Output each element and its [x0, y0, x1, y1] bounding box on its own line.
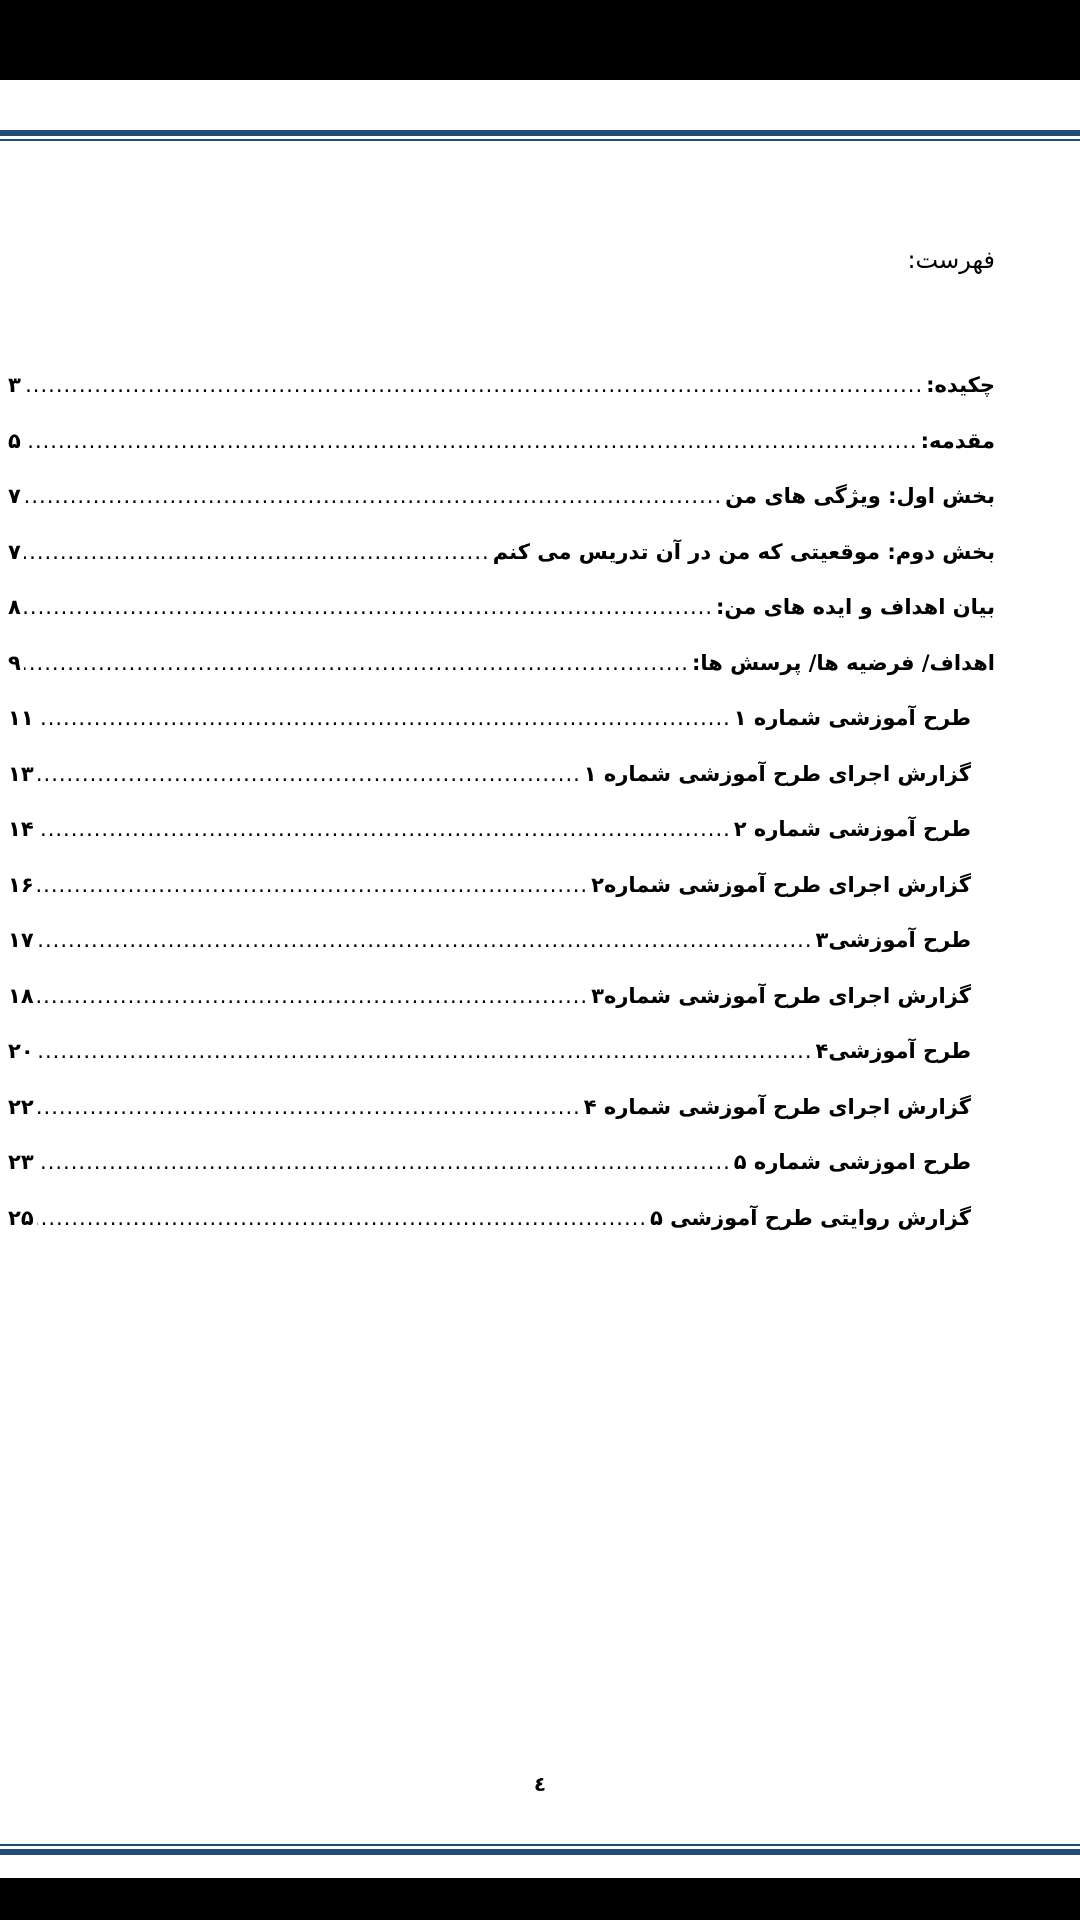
toc-entry-title: طرح آموزشی شماره ۱ — [733, 706, 971, 730]
toc-entry[interactable] — [8, 532, 995, 588]
toc-entry-title: طرح آموزشی شماره ۲ — [733, 817, 971, 841]
page-number: ٤ — [533, 1772, 547, 1796]
toc-subentry[interactable] — [8, 698, 995, 754]
toc-dot-leader — [37, 865, 588, 905]
toc-dot-leader — [24, 476, 722, 516]
toc-entry[interactable] — [8, 643, 995, 699]
toc-entry-page: ۵ — [8, 428, 21, 453]
toc-dot-leader — [24, 643, 689, 683]
toc-subentry[interactable] — [8, 1142, 995, 1198]
toc-dot-leader — [24, 421, 918, 461]
header-rule — [0, 130, 1080, 141]
toc-heading: فهرست: — [907, 246, 995, 274]
toc-dot-leader — [37, 1087, 581, 1127]
toc-subentry[interactable] — [8, 865, 995, 921]
toc-entry-page: ۲۵ — [8, 1205, 34, 1230]
bottom-black-bar — [0, 1878, 1080, 1920]
toc-subentry[interactable] — [8, 920, 995, 976]
toc-dot-leader — [24, 587, 713, 627]
toc-subentry[interactable] — [8, 1031, 995, 1087]
toc-dot-leader — [37, 1031, 813, 1071]
toc-entry-title: طرح آموزشی۴ — [815, 1039, 971, 1063]
toc-subentry[interactable] — [8, 1087, 995, 1143]
toc-entry-title: گزارش روایتی طرح آموزشی ۵ — [650, 1205, 971, 1230]
toc-entry-page: ۳ — [8, 373, 21, 397]
header-rule-thin — [0, 139, 1080, 141]
toc-entry-page: ۸ — [8, 595, 21, 619]
toc-dot-leader — [24, 365, 923, 405]
toc-dot-leader — [37, 1198, 647, 1238]
toc-entry-title: بخش دوم: موقعیتی که من در آن تدریس می کنم — [492, 539, 995, 564]
footer-rule-thick — [0, 1849, 1080, 1855]
toc-subentry[interactable] — [8, 754, 995, 810]
toc-entry-page: ۲۰ — [8, 1039, 34, 1063]
toc-entry-title: گزارش اجرای طرح آموزشی شماره ۴ — [583, 1094, 971, 1119]
toc-entry-title: بیان اهداف و ایده های من: — [716, 595, 995, 619]
toc-entry-page: ۱۳ — [8, 761, 34, 786]
toc-entry-title: طرح آموزشی۳ — [815, 928, 971, 952]
toc-entry-title: اهداف/ فرضیه ها/ پرسش ها: — [691, 650, 995, 675]
toc-entry[interactable] — [8, 476, 995, 532]
toc-entry-page: ۱۸ — [8, 983, 34, 1008]
top-black-bar — [0, 0, 1080, 80]
toc-entry-title: گزارش اجرای طرح آموزشی شماره۲ — [591, 872, 971, 897]
toc-dot-leader — [37, 920, 813, 960]
toc-dot-leader — [24, 532, 490, 572]
toc-subentry[interactable] — [8, 976, 995, 1032]
toc-entry-page: ۷ — [8, 484, 21, 508]
toc-subentry[interactable] — [8, 809, 995, 865]
toc-entry-page: ۷ — [8, 539, 21, 564]
header-rule-thick — [0, 130, 1080, 136]
toc-entry-page: ۱۷ — [8, 928, 34, 952]
toc-entry-title: چکیده: — [926, 373, 995, 397]
footer-rule-thin — [0, 1844, 1080, 1846]
toc-entry-page: ۲۳ — [8, 1150, 34, 1174]
toc-entry[interactable] — [8, 421, 995, 477]
toc-entry-page: ۱۶ — [8, 872, 34, 897]
toc-entry-title: گزارش اجرای طرح آموزشی شماره۳ — [591, 983, 971, 1008]
table-of-contents — [8, 365, 995, 1253]
toc-entry[interactable] — [8, 587, 995, 643]
toc-dot-leader — [37, 809, 731, 849]
toc-entry-title: بخش اول: ویژگی های من — [725, 484, 995, 508]
toc-dot-leader — [37, 754, 581, 794]
toc-entry-page: ۲۲ — [8, 1094, 34, 1119]
toc-dot-leader — [37, 976, 588, 1016]
toc-entry-title: مقدمه: — [920, 428, 995, 453]
toc-entry-page: ۱۱ — [8, 706, 34, 730]
toc-dot-leader — [37, 698, 731, 738]
toc-entry[interactable] — [8, 365, 995, 421]
toc-dot-leader — [37, 1142, 731, 1182]
toc-entry-page: ۹ — [8, 650, 21, 675]
toc-subentry[interactable] — [8, 1198, 995, 1254]
toc-entry-title: گزارش اجرای طرح آموزشی شماره ۱ — [583, 761, 971, 786]
toc-entry-title: طرح اموزشی شماره ۵ — [733, 1150, 971, 1174]
footer-rule — [0, 1844, 1080, 1855]
toc-entry-page: ۱۴ — [8, 817, 34, 841]
